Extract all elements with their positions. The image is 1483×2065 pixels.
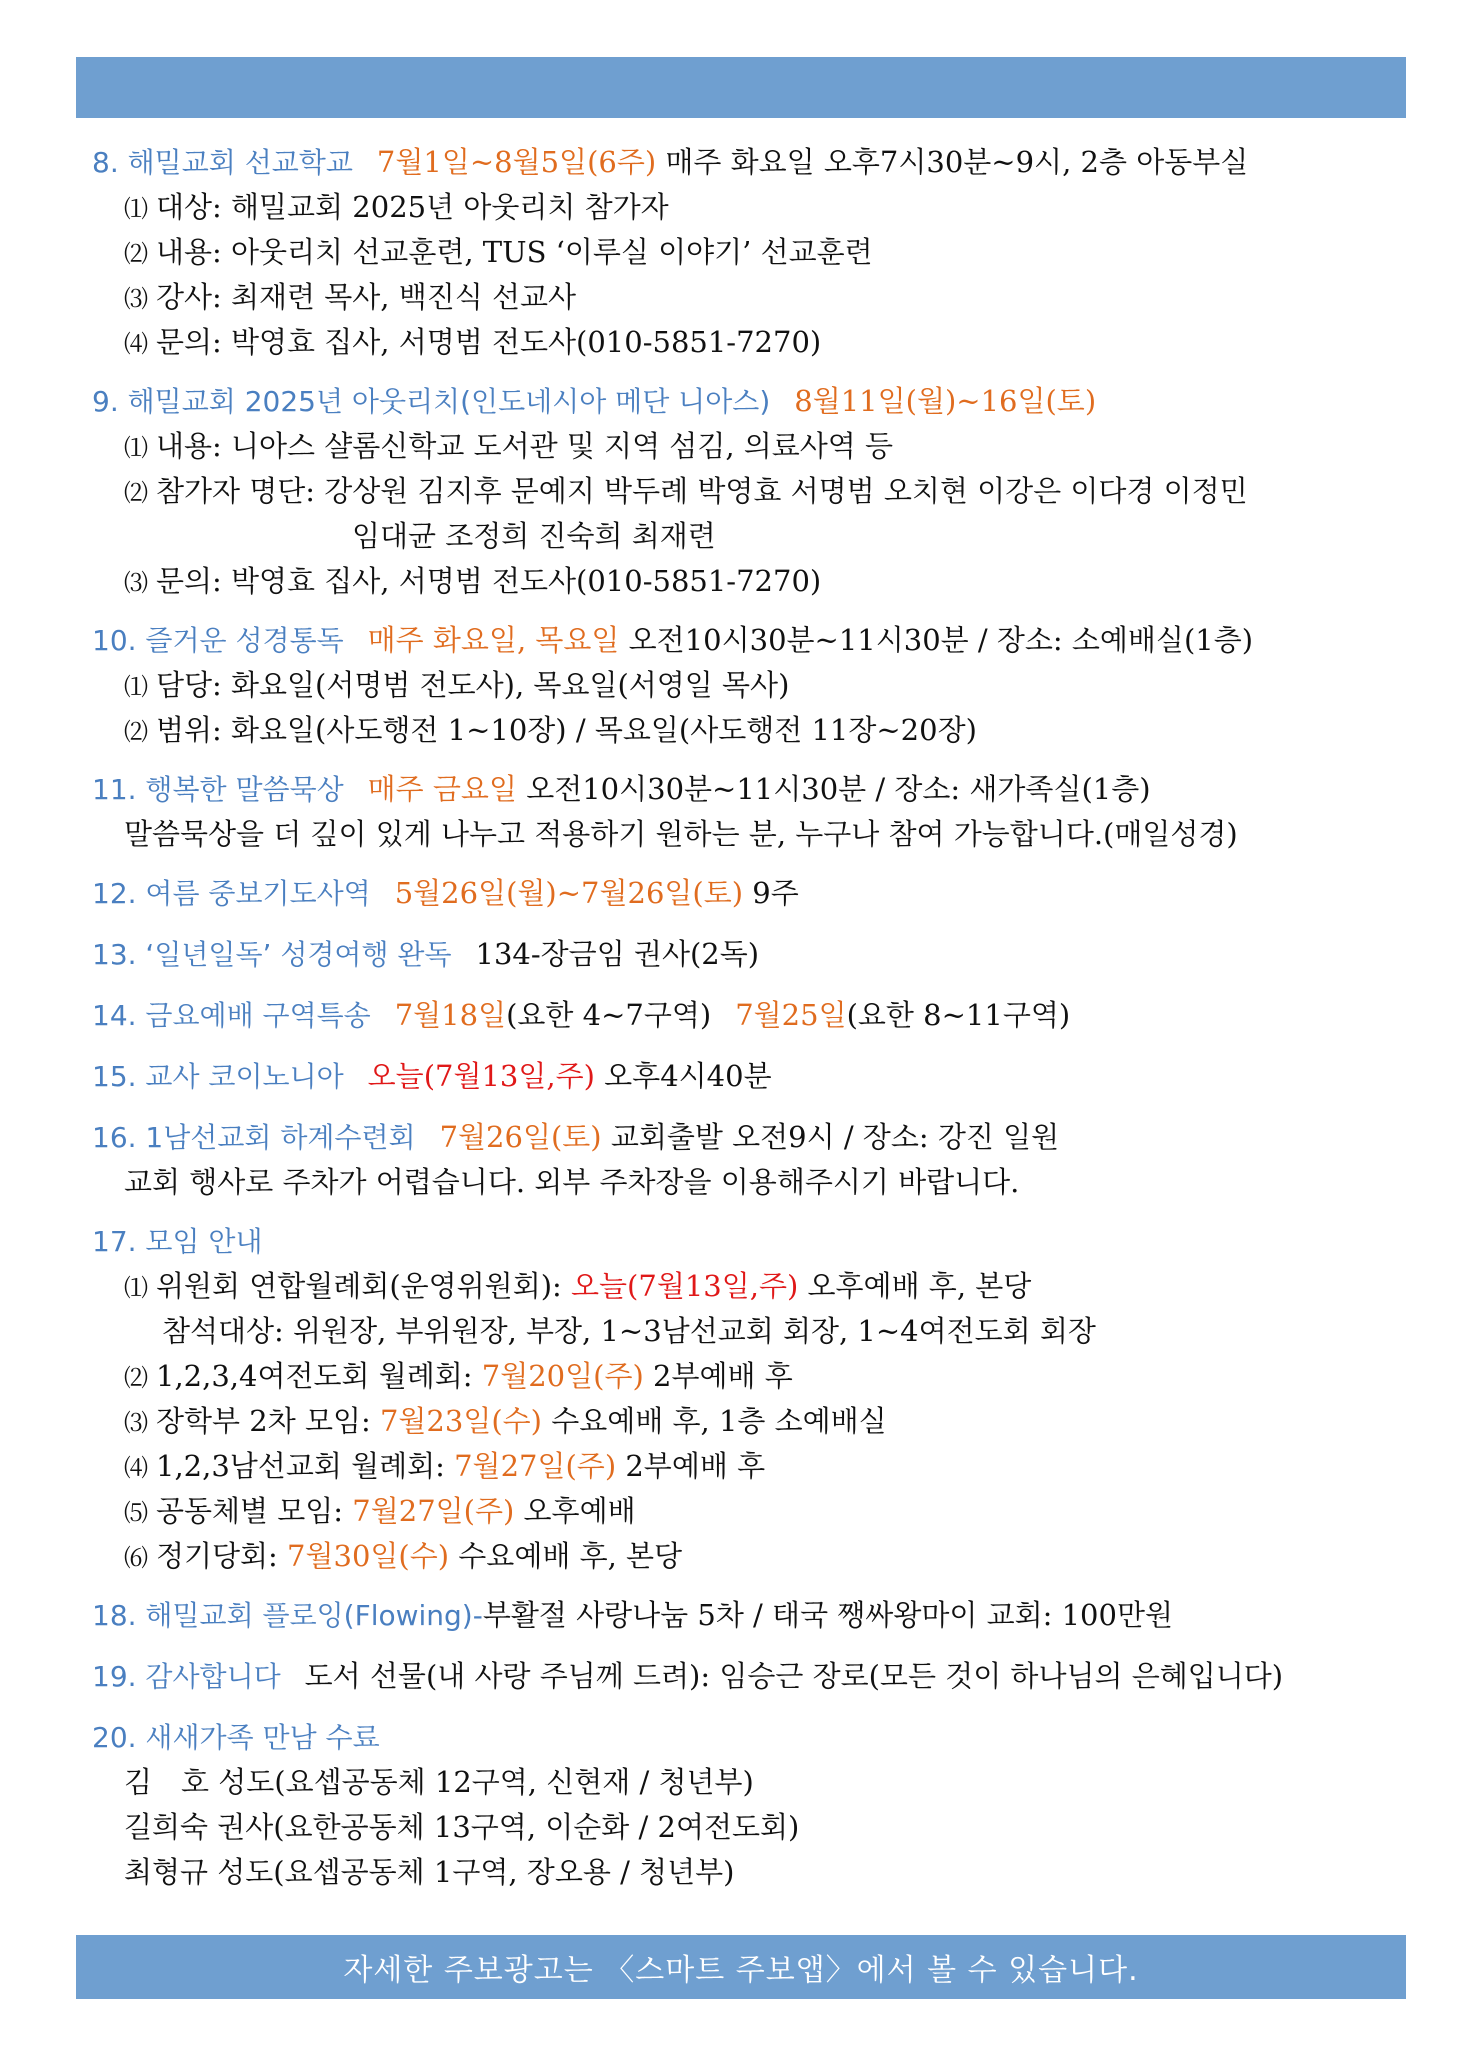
- item-10-heading: [92, 618, 1392, 663]
- item-title: 16. 1남선교회 하계수련회: [92, 1121, 416, 1154]
- list-text: 정기당회:: [156, 1539, 278, 1573]
- list-item: [92, 559, 1392, 604]
- list-item-continued: [92, 514, 1392, 559]
- list-item: [92, 275, 1392, 320]
- item-title: 11. 행복한 말씀묵상: [92, 773, 344, 806]
- list-number: ⑵: [124, 1364, 148, 1392]
- item-title: 13. ‘일년일독’ 성경여행 완독: [92, 938, 452, 971]
- list-item: [92, 1489, 1392, 1534]
- item-title: 9. 해밀교회 2025년 아웃리치(인도네시아 메단 니아스): [92, 385, 771, 418]
- list-number: ⑴: [124, 1274, 148, 1302]
- list-text: 2부예배 후: [653, 1359, 793, 1393]
- list-text: 장학부 2차 모임:: [156, 1404, 371, 1438]
- list-number: ⑶: [124, 1409, 148, 1437]
- list-text: 2부예배 후: [625, 1449, 766, 1483]
- item-12-heading: [92, 871, 1392, 916]
- list-text: 1,2,3남선교회 월례회:: [156, 1449, 445, 1483]
- item-19-heading: [92, 1654, 1392, 1699]
- header-banner: [76, 57, 1406, 118]
- item-date: 매주 화요일, 목요일: [367, 623, 620, 657]
- item-detail: 교회출발 오전9시 / 장소: 강진 일원: [610, 1120, 1060, 1154]
- list-number: ⑶: [124, 569, 148, 597]
- item-detail: 오전10시30분~11시30분 / 장소: 새가족실(1층): [526, 772, 1151, 806]
- item-detail: (요한 4~7구역): [506, 998, 712, 1032]
- item-date: 7월26일(토): [439, 1120, 602, 1154]
- item-date: 7월20일(주): [481, 1359, 644, 1393]
- item-detail: 9주: [752, 876, 799, 910]
- list-item-continued: 참석대상: 위원장, 부위원장, 부장, 1~3남선교회 회장, 1~4여전도회 회장: [162, 1314, 1096, 1348]
- list-text: 참가자 명단: 강상원 김지후 문예지 박두례 박영효 서명범 오치현 이강은 이다경 이정민: [156, 474, 1248, 508]
- item-detail: 오전10시30분~11시30분 / 장소: 소예배실(1층): [628, 623, 1254, 657]
- item-8-heading: [92, 140, 1392, 185]
- list-item: [92, 320, 1392, 365]
- item-date: 5월26일(월)~7월26일(토): [394, 876, 744, 910]
- item-detail: 매주 화요일 오후7시30분~9시, 2층 아동부실: [665, 145, 1249, 179]
- item-date: 7월27일(주): [454, 1449, 617, 1483]
- list-text: 공동체별 모임:: [156, 1494, 344, 1528]
- item-date: 7월23일(수): [379, 1404, 542, 1438]
- list-text: 문의: 박영효 집사, 서명범 전도사(010-5851-7270): [156, 564, 822, 598]
- list-number: ⑸: [124, 1499, 148, 1527]
- list-item: [92, 1399, 1392, 1444]
- list-item: [92, 663, 1392, 708]
- item-18-heading: [92, 1593, 1392, 1638]
- list-number: ⑹: [124, 1544, 148, 1572]
- item-detail: 134-장금임 권사(2독): [475, 937, 760, 971]
- list-item: 최형규 성도(요셉공동체 1구역, 장오용 / 청년부): [124, 1855, 735, 1889]
- item-detail: 도서 선물(내 사랑 주님께 드려): 임승근 장로(모든 것이 하나님의 은혜입니다): [304, 1659, 1284, 1693]
- list-number: ⑶: [124, 285, 148, 313]
- item-title: 12. 여름 중보기도사역: [92, 877, 371, 910]
- list-number: ⑴: [124, 195, 148, 223]
- item-title: 20. 새새가족 만남 수료: [92, 1721, 380, 1754]
- item-title: 17. 모임 안내: [92, 1225, 263, 1258]
- list-number: ⑵: [124, 479, 148, 507]
- list-text: 수요예배 후, 1층 소예배실: [551, 1404, 887, 1438]
- list-text: 강사: 최재련 목사, 백진식 선교사: [156, 280, 577, 314]
- announcement-list: [92, 140, 1392, 1895]
- list-item: [92, 1534, 1392, 1579]
- item-note: 말씀묵상을 더 깊이 있게 나누고 적용하기 원하는 분, 누구나 참여 가능합니다.(매일성경): [124, 817, 1238, 851]
- item-14-heading: [92, 993, 1392, 1038]
- footer-text: 자세한 주보광고는 〈스마트 주보앱〉에서 볼 수 있습니다.: [343, 1953, 1139, 1988]
- list-text: 1,2,3,4여전도회 월례회:: [156, 1359, 473, 1393]
- list-text: 범위: 화요일(사도행전 1~10장) / 목요일(사도행전 11장~20장): [156, 713, 977, 747]
- item-title: 8. 해밀교회 선교학교: [92, 146, 353, 179]
- list-item: [92, 424, 1392, 469]
- list-number: ⑴: [124, 673, 148, 701]
- item-date: 매주 금요일: [367, 772, 517, 806]
- item-20-heading: [92, 1715, 1392, 1760]
- list-item: [92, 1354, 1392, 1399]
- list-item: 길희숙 권사(요한공동체 13구역, 이순화 / 2여전도회): [124, 1810, 800, 1844]
- list-item: [92, 708, 1392, 753]
- list-number: ⑷: [124, 330, 148, 358]
- item-13-heading: [92, 932, 1392, 977]
- item-date: 7월25일: [735, 998, 847, 1032]
- item-date: 오늘(7월13일,주): [367, 1059, 595, 1093]
- list-item: [92, 469, 1392, 514]
- item-date: 7월27일(주): [352, 1494, 515, 1528]
- list-text: 위원회 연합월례회(운영위원회):: [156, 1269, 562, 1303]
- list-text: 임대균 조정희 진숙희 최재련: [352, 519, 716, 553]
- item-15-heading: [92, 1054, 1392, 1099]
- item-16-heading: [92, 1115, 1392, 1160]
- list-text: 대상: 해밀교회 2025년 아웃리치 참가자: [156, 190, 669, 224]
- item-date: 오늘(7월13일,주): [571, 1269, 799, 1303]
- list-number: ⑵: [124, 240, 148, 268]
- item-detail: (요한 8~11구역): [846, 998, 1071, 1032]
- list-text: 문의: 박영효 집사, 서명범 전도사(010-5851-7270): [156, 325, 822, 359]
- list-item: 김 호 성도(요셉공동체 12구역, 신현재 / 청년부): [124, 1765, 754, 1799]
- item-9-heading: [92, 379, 1392, 424]
- list-text: 내용: 아웃리치 선교훈련, TUS ‘이루실 이야기’ 선교훈련: [156, 235, 873, 269]
- list-text: 수요예배 후, 본당: [458, 1539, 683, 1573]
- list-number: ⑴: [124, 434, 148, 462]
- item-title: 10. 즐거운 성경통독: [92, 624, 344, 657]
- list-number: ⑵: [124, 718, 148, 746]
- list-item: [92, 185, 1392, 230]
- item-17-heading: [92, 1219, 1392, 1264]
- list-text: 오후예배 후, 본당: [807, 1269, 1032, 1303]
- list-text: 내용: 니아스 샬롬신학교 도서관 및 지역 섬김, 의료사역 등: [156, 429, 894, 463]
- item-title: 15. 교사 코이노니아: [92, 1060, 344, 1093]
- item-title: 14. 금요예배 구역특송: [92, 999, 371, 1032]
- list-text: 오후예배: [523, 1494, 636, 1528]
- list-text: 담당: 화요일(서명범 전도사), 목요일(서영일 목사): [156, 668, 790, 702]
- list-number: ⑷: [124, 1454, 148, 1482]
- item-detail: 부활절 사랑나눔 5차 / 태국 쨍싸왕마이 교회: 100만원: [482, 1598, 1173, 1632]
- item-date: 7월18일: [394, 998, 507, 1032]
- item-11-heading: [92, 767, 1392, 812]
- list-item: [92, 230, 1392, 275]
- item-detail: 오후4시40분: [604, 1059, 772, 1093]
- footer-banner: [76, 1935, 1406, 1999]
- item-date: 7월30일(수): [287, 1539, 450, 1573]
- list-item: [92, 1444, 1392, 1489]
- item-note: 교회 행사로 주차가 어렵습니다. 외부 주차장을 이용해주시기 바랍니다.: [124, 1165, 1020, 1199]
- item-date: 7월1일~8월5일(6주): [376, 145, 657, 179]
- item-date: 8월11일(월)~16일(토): [794, 384, 1097, 418]
- item-title: 19. 감사합니다: [92, 1660, 281, 1693]
- list-item: [92, 1264, 1392, 1309]
- item-title: 18. 해밀교회 플로잉(Flowing)-: [92, 1599, 483, 1632]
